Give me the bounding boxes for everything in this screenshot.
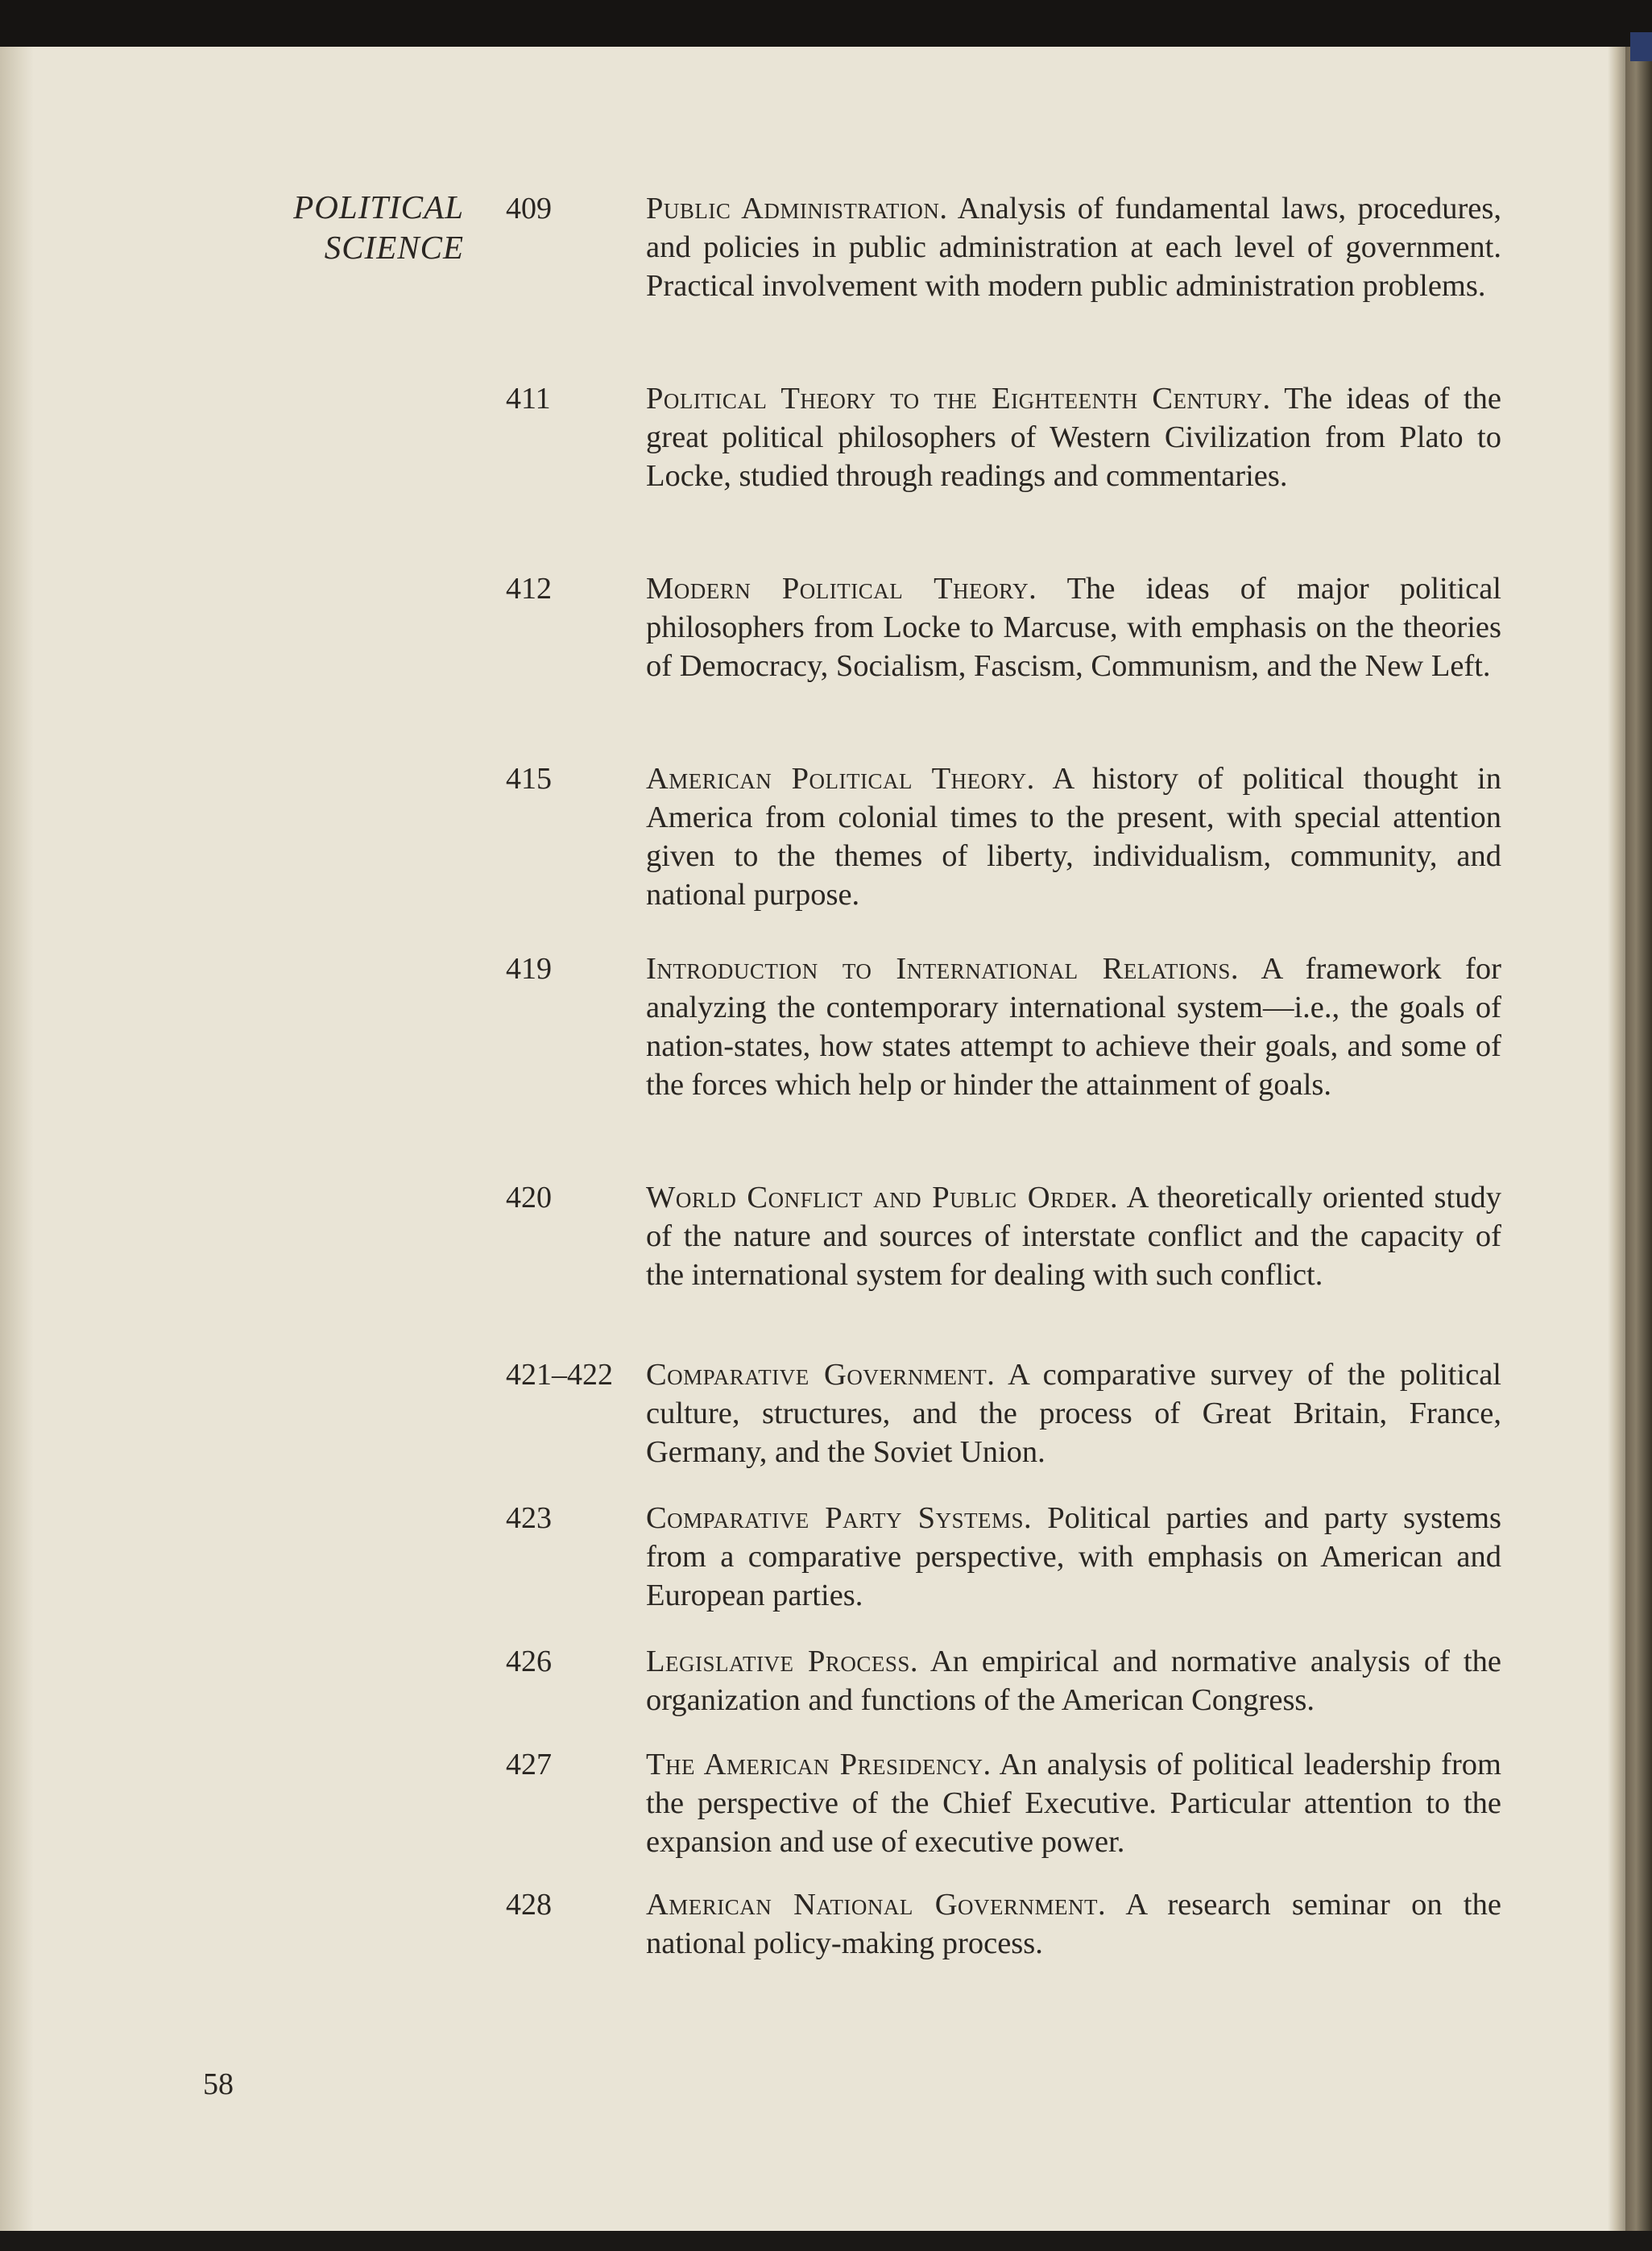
- course-number: 421–422: [506, 1358, 613, 1392]
- course-description: A history of political thought in America from colonial times to the present, with special attention given to the themes of liberty, individualism, community, and national purpose.: [646, 762, 1501, 912]
- course-text: [646, 759, 1501, 914]
- course-description: The ideas of the great political philosophers of Western Civilization from Plato to Locke, studied through readings and commentaries.: [646, 382, 1501, 493]
- course-number: 420: [506, 1181, 552, 1214]
- page-edge-shadow: [1608, 47, 1625, 2231]
- course-description: A theoretically oriented study of the nature and sources of interstate conflict and the capacity of the international system for dealing with such conflict.: [646, 1181, 1501, 1292]
- blue-tab-marker: [1630, 32, 1652, 61]
- course-text: [646, 1178, 1501, 1294]
- course-number: 426: [506, 1645, 552, 1678]
- page-gutter-shadow: [0, 47, 34, 2231]
- course-title: Comparative Party Systems.: [646, 1501, 1033, 1535]
- course-number: 412: [506, 572, 552, 606]
- course-description: A comparative survey of the political culture, structures, and the process of Great Britain, France, Germany, and the Soviet Union.: [646, 1358, 1501, 1469]
- course-number: 409: [506, 192, 552, 226]
- page-stack-edge: [1625, 47, 1652, 2231]
- course-description: A research seminar on the national policy-making process.: [646, 1888, 1501, 1960]
- course-description: Political parties and party systems from a comparative perspective, with emphasis on American and European parties.: [646, 1501, 1502, 1612]
- course-title: World Conflict and Public Order.: [646, 1181, 1119, 1214]
- course-text: [646, 1745, 1501, 1861]
- course-title: Introduction to International Relations.: [646, 952, 1240, 986]
- section-label: [201, 187, 464, 267]
- course-text: [646, 1642, 1501, 1719]
- course-text: [646, 569, 1501, 685]
- course-description: An empirical and normative analysis of the organization and functions of the American Congress.: [646, 1645, 1501, 1717]
- course-title: Political Theory to the Eighteenth Century.: [646, 382, 1271, 416]
- section-label-line2: SCIENCE: [324, 229, 464, 266]
- scan-top-border: [0, 0, 1652, 47]
- course-text: [646, 950, 1501, 1104]
- course-number: 415: [506, 762, 552, 796]
- course-title: Modern Political Theory.: [646, 572, 1037, 606]
- section-label-line1: POLITICAL: [293, 188, 464, 226]
- course-number: 428: [506, 1888, 552, 1922]
- course-title: Public Administration.: [646, 192, 948, 226]
- course-number: 419: [506, 952, 552, 986]
- course-description: A framework for analyzing the contemporary international system—i.e., the goals of nation-states, how states attempt to achieve their goals, and some of the forces which help or hinder the attainment of goals.: [646, 952, 1501, 1102]
- course-text: [646, 1355, 1501, 1471]
- course-description: Analysis of fundamental laws, procedures, and policies in public administration at each level of government. Practical involvement with modern public administration problems.: [646, 192, 1501, 303]
- page-number: 58: [203, 2067, 234, 2101]
- course-title: American National Government.: [646, 1888, 1107, 1922]
- course-number: 427: [506, 1748, 552, 1781]
- course-title: American Political Theory.: [646, 762, 1035, 796]
- course-title: Legislative Process.: [646, 1645, 919, 1678]
- course-text: [646, 1885, 1501, 1963]
- course-description: The ideas of major political philosophers from Locke to Marcuse, with emphasis on the theories of Democracy, Socialism, Fascism, Communism, and the New Left.: [646, 572, 1502, 683]
- course-number: 411: [506, 382, 551, 416]
- course-text: [646, 1499, 1501, 1615]
- course-title: Comparative Government.: [646, 1358, 996, 1392]
- course-number: 423: [506, 1501, 552, 1535]
- course-description: An analysis of political leadership from the perspective of the Chief Executive. Particular attention to the expansion and use of executive power.: [646, 1748, 1501, 1859]
- course-text: [646, 379, 1501, 495]
- course-text: [646, 189, 1501, 305]
- course-title: The American Presidency.: [646, 1748, 992, 1781]
